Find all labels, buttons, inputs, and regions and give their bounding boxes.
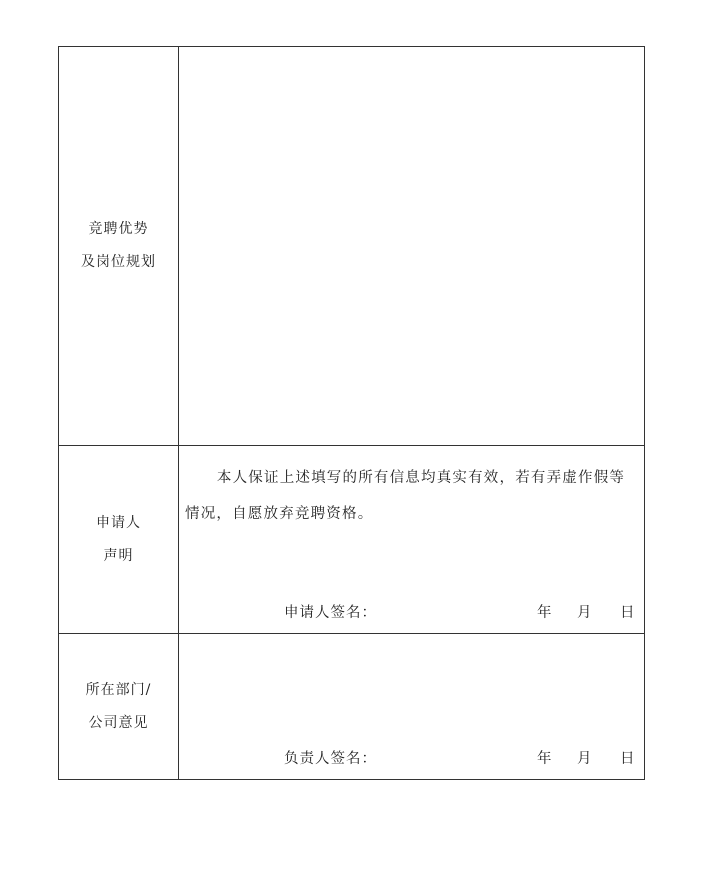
declaration-label-line1: 申请人 <box>96 514 141 531</box>
advantages-label <box>59 47 179 446</box>
declaration-content <box>179 446 645 634</box>
advantages-label-line1: 竞聘优势 <box>88 221 149 237</box>
department-label-line2: 公司意见 <box>88 714 149 731</box>
applicant-signature-row[interactable] <box>179 601 644 623</box>
application-form-table <box>58 46 645 780</box>
declaration-row <box>59 446 645 634</box>
department-content[interactable] <box>179 634 645 780</box>
advantages-label-line2: 及岗位规划 <box>81 254 156 270</box>
responsible-date-month: 月 <box>577 751 593 767</box>
applicant-signature-label: 申请人签名： <box>284 605 377 621</box>
advantages-content-field[interactable] <box>179 47 645 446</box>
responsible-signature-row[interactable] <box>179 747 644 769</box>
declaration-text: 本人保证上述填写的所有信息均真实有效，若有弄虚作假等情况，自愿放弃竞聘资格。 <box>185 470 626 522</box>
department-row <box>59 634 645 780</box>
applicant-date-day: 日 <box>620 605 636 621</box>
responsible-date-year: 年 <box>537 751 553 767</box>
applicant-date-year: 年 <box>537 605 553 621</box>
declaration-label-line2: 声明 <box>103 547 134 564</box>
declaration-label <box>59 446 179 634</box>
responsible-signature-label: 负责人签名： <box>284 751 377 767</box>
responsible-date-day: 日 <box>620 751 636 767</box>
advantages-row <box>59 47 645 446</box>
department-label-line1: 所在部门/ <box>85 681 152 698</box>
department-label <box>59 634 179 780</box>
applicant-date-month: 月 <box>577 605 593 621</box>
